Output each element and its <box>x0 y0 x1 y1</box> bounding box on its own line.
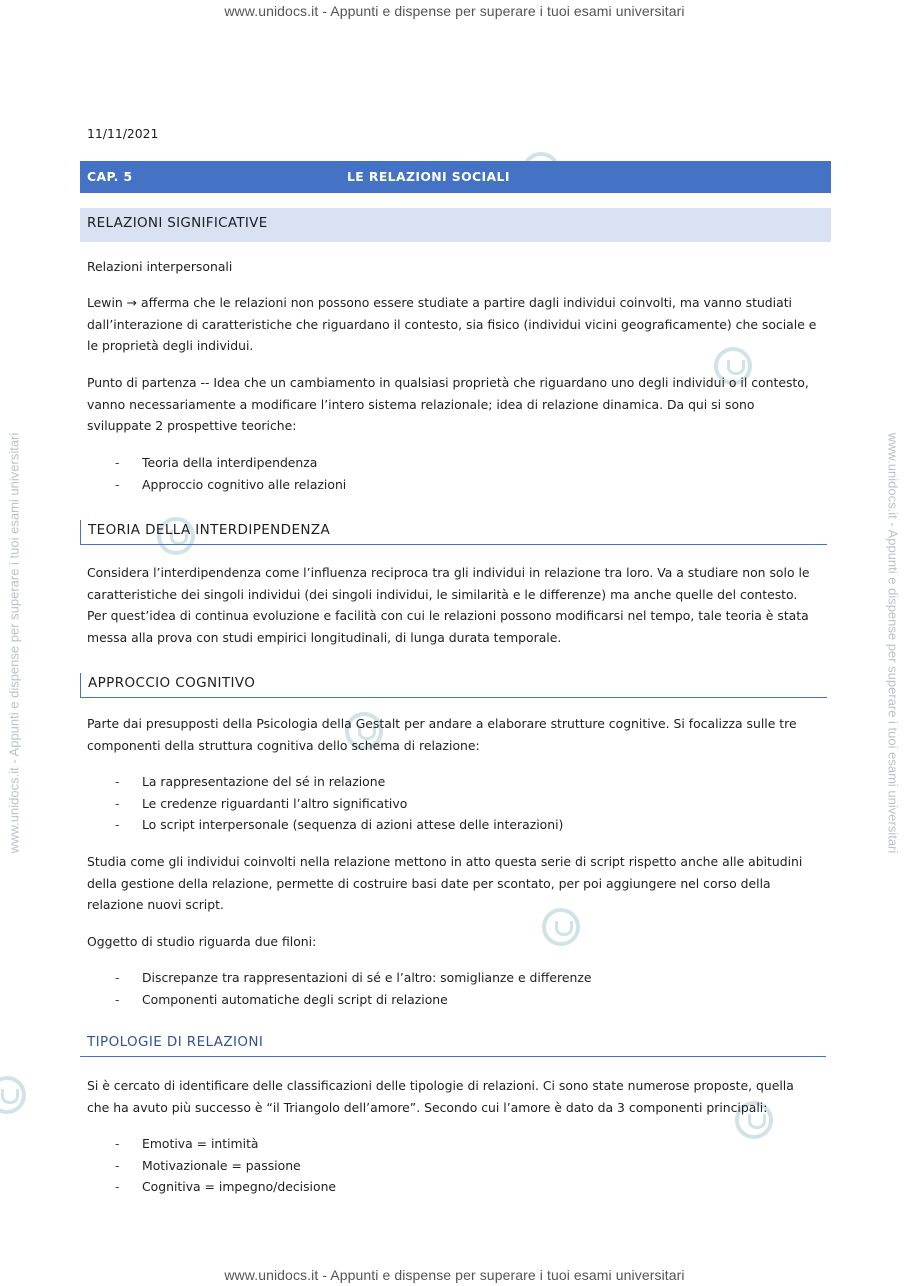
paragraph-lewin: Lewin → afferma che le relazioni non possono essere studiate a partire dagli individui coinvolti, ma vanno studiati dall’interazione di caratteristiche che riguardano il contesto, sia fisico (individui vicini geograficamente) che sociale e le proprietà degli individui. <box>87 295 817 353</box>
section-heading-text: RELAZIONI SIGNIFICATIVE <box>87 215 268 231</box>
list-item: - La rappresentazione del sé in relazione <box>87 771 563 793</box>
watermark-header: www.unidocs.it - Appunti e dispense per superare i tuoi esami universitari <box>224 3 685 19</box>
chapter-header <box>80 161 831 193</box>
list-componenti-amore <box>87 1133 336 1198</box>
subheading-relazioni-interpersonali: Relazioni interpersonali <box>87 259 233 274</box>
list-componenti <box>87 771 563 836</box>
list-item: - Teoria della interdipendenza <box>87 452 346 474</box>
paragraph-script: Studia come gli individui coinvolti nella relazione mettono in atto questa serie di script rispetto anche alle abitudini della gestione della relazione, permette di costruire basi date per scontato, per poi aggiungere nel corso della relazione nuovi script. <box>87 854 803 912</box>
list-prospettive <box>87 452 346 495</box>
chapter-number: CAP. 5 <box>87 169 133 184</box>
unidocs-logo-icon <box>0 1076 26 1114</box>
section-heading-teoria-interdipendenza <box>80 520 827 545</box>
paragraph-punto-di-partenza: Punto di partenza -- Idea che un cambiamento in qualsiasi proprietà che riguardano uno degli individui o il contesto, vanno necessariamente a modificare l’intero sistema relazionale; idea di relazione dinamica. Da qui si sono sviluppate 2 prospettive teoriche: <box>87 375 809 433</box>
section-heading-relazioni-significative <box>80 208 831 242</box>
section-heading-text: APPROCCIO COGNITIVO <box>88 675 256 691</box>
section-heading-tipologie-relazioni <box>80 1032 826 1057</box>
list-filoni <box>87 967 591 1010</box>
watermark-side-right: www.unidocs.it - Appunti e dispense per superare i tuoi esami universitari <box>885 432 901 854</box>
list-item: - Le credenze riguardanti l’altro significativo <box>87 793 563 815</box>
chapter-title: LE RELAZIONI SOCIALI <box>347 169 510 184</box>
section-heading-text: TIPOLOGIE DI RELAZIONI <box>87 1034 264 1050</box>
section-heading-approccio-cognitivo <box>80 673 827 698</box>
watermark-footer: www.unidocs.it - Appunti e dispense per superare i tuoi esami universitari <box>224 1267 685 1283</box>
section-heading-text: TEORIA DELLA INTERDIPENDENZA <box>88 522 331 538</box>
paragraph-gestalt: Parte dai presupposti della Psicologia della Gestalt per andare a elaborare strutture cognitive. Si focalizza sulle tre componenti della struttura cognitiva dello schema di relazione: <box>87 716 797 753</box>
list-item: - Emotiva = intimità <box>87 1133 336 1155</box>
list-item: - Motivazionale = passione <box>87 1155 336 1177</box>
paragraph-interdipendenza: Considera l’interdipendenza come l’influenza reciproca tra gli individui in relazione tra loro. Va a studiare non solo le caratteristiche dei singoli individui (dei singoli individui, le similarità e le differenze) ma anche quelle del contesto. Per quest’idea di continua evoluzione e facilità con cui le relazioni possono modificarsi nel tempo, tale teoria è stata messa alla prova con studi empirici longitudinali, di lunga durata temporale. <box>87 565 810 645</box>
watermark-side-left: www.unidocs.it - Appunti e dispense per superare i tuoi esami universitari <box>6 432 22 854</box>
list-item: - Discrepanze tra rappresentazioni di sé e l’altro: somiglianze e differenze <box>87 967 591 989</box>
paragraph-triangolo-amore: Si è cercato di identificare delle classificazioni delle tipologie di relazioni. Ci sono state numerose proposte, quella che ha avuto più successo è “il Triangolo dell’amore”. Secondo cui l’amore è dato da 3 componenti principali: <box>87 1078 794 1115</box>
list-item: - Componenti automatiche degli script di relazione <box>87 989 591 1011</box>
list-item: - Lo script interpersonale (sequenza di azioni attese delle interazioni) <box>87 814 563 836</box>
paragraph-oggetto-studio: Oggetto di studio riguarda due filoni: <box>87 934 317 949</box>
list-item: - Cognitiva = impegno/decisione <box>87 1176 336 1198</box>
list-item: - Approccio cognitivo alle relazioni <box>87 474 346 496</box>
document-date: 11/11/2021 <box>87 126 159 141</box>
